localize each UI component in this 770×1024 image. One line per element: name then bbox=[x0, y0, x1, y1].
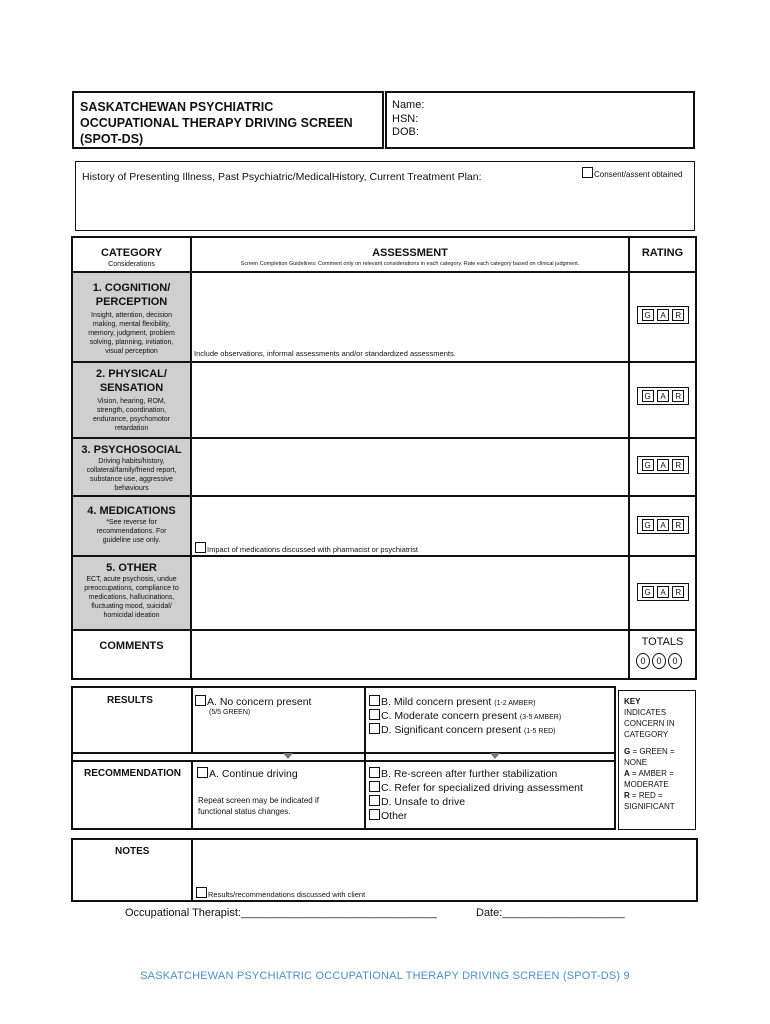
category-other bbox=[71, 555, 192, 631]
key-green-letter: G bbox=[624, 747, 631, 756]
rating-g[interactable]: G bbox=[642, 519, 654, 531]
category-title: 1. COGNITION/ PERCEPTION bbox=[92, 282, 171, 308]
date-field[interactable]: Date:____________________ bbox=[476, 907, 625, 919]
recommendation-other-label: Other bbox=[381, 810, 408, 822]
rating-gar-cognition[interactable] bbox=[637, 306, 689, 324]
category-title: 3. PSYCHOSOCIAL bbox=[81, 444, 182, 456]
rating-g[interactable]: G bbox=[642, 390, 654, 402]
history-label: History of Presenting Illness, Past Psychiatric/MedicalHistory, Current Treatment Plan: bbox=[82, 171, 482, 183]
divider bbox=[71, 760, 616, 762]
result-b-checkbox[interactable] bbox=[369, 695, 380, 706]
rating-a[interactable]: A bbox=[657, 390, 669, 402]
recommendation-c-checkbox[interactable] bbox=[369, 781, 380, 792]
therapist-signature-field[interactable]: Occupational Therapist:________________________________ bbox=[125, 907, 437, 919]
category-desc: Insight, attention, decision making, mental flexibility, memory, judgment, problem solving, planning, initiation, visual perception bbox=[88, 312, 175, 355]
medication-checkbox-box[interactable] bbox=[195, 542, 206, 553]
results-label: RESULTS bbox=[107, 695, 153, 706]
category-desc: Vision, hearing, ROM, strength, coordination, endurance, psychomotor retardation bbox=[92, 398, 171, 432]
rating-r[interactable]: R bbox=[672, 309, 684, 321]
category-title: 5. OTHER bbox=[106, 562, 157, 574]
consent-checkbox-box[interactable] bbox=[582, 167, 593, 178]
divider bbox=[364, 686, 366, 830]
recommendation-option-a[interactable] bbox=[197, 767, 298, 782]
category-desc: *See reverse for recommendations. For guideline use only. bbox=[96, 519, 167, 544]
key-title: KEY bbox=[624, 697, 641, 706]
results-discussed-checkbox-box[interactable] bbox=[196, 887, 207, 898]
result-a-label: A. No concern present bbox=[207, 696, 312, 708]
rating-g[interactable]: G bbox=[642, 586, 654, 598]
result-a-checkbox[interactable] bbox=[195, 695, 206, 706]
key-amber bbox=[624, 768, 695, 790]
category-desc: Driving habits/history, collateral/family/friend report, substance use, aggressive behaviours bbox=[86, 458, 177, 492]
key-red-text: = RED = SIGNIFICANT bbox=[624, 791, 675, 811]
rating-gar-psychosocial[interactable] bbox=[637, 456, 689, 474]
rating-g[interactable]: G bbox=[642, 309, 654, 321]
rating-gar-medications[interactable] bbox=[637, 516, 689, 534]
totals-label: TOTALS bbox=[641, 636, 684, 648]
category-title: 4. MEDICATIONS bbox=[87, 505, 176, 517]
arrow-down-icon bbox=[283, 753, 293, 759]
category-cognition bbox=[71, 271, 192, 363]
comments-field[interactable] bbox=[190, 629, 630, 680]
hsn-label: HSN: bbox=[392, 112, 419, 125]
assessment-other[interactable] bbox=[190, 555, 630, 631]
rating-other bbox=[628, 555, 697, 631]
key-amber-text: = AMBER = MODERATE bbox=[624, 769, 674, 789]
key-red bbox=[624, 790, 695, 812]
category-header-sub: Considerations bbox=[108, 261, 155, 268]
page-footer: SASKATCHEWAN PSYCHIATRIC OCCUPATIONAL THERAPY DRIVING SCREEN (SPOT-DS) 9 bbox=[140, 970, 630, 982]
result-option-d[interactable] bbox=[369, 723, 556, 739]
result-b-label: B. Mild concern present bbox=[381, 696, 492, 708]
name-label: Name: bbox=[392, 99, 425, 111]
recommendation-option-other[interactable] bbox=[369, 809, 407, 824]
assessment-medications[interactable] bbox=[190, 495, 630, 557]
divider bbox=[191, 760, 193, 830]
recommendation-note: Repeat screen may be indicated if functional status changes. bbox=[198, 796, 319, 816]
rating-medications bbox=[628, 495, 697, 557]
category-title: 2. PHYSICAL/ SENSATION bbox=[96, 368, 167, 394]
recommendation-a-label: A. Continue driving bbox=[209, 768, 298, 780]
result-d-sub: (1-5 RED) bbox=[524, 728, 556, 735]
recommendation-option-d[interactable] bbox=[369, 795, 465, 810]
key-line: CONCERN IN bbox=[624, 719, 675, 728]
recommendation-option-b[interactable] bbox=[369, 767, 557, 782]
rating-a[interactable]: A bbox=[657, 519, 669, 531]
divider bbox=[191, 686, 193, 753]
form-title-line-2: OCCUPATIONAL THERAPY DRIVING SCREEN bbox=[80, 116, 353, 130]
rating-r[interactable]: R bbox=[672, 519, 684, 531]
assessment-guidelines: Screen Completion Guidelines: Comment only on relevant considerations in each category. Rate each category based on clinical judgment. bbox=[240, 261, 580, 267]
category-header bbox=[71, 236, 192, 273]
rating-a[interactable]: A bbox=[657, 586, 669, 598]
rating-gar-other[interactable] bbox=[637, 583, 689, 601]
rating-header-label: RATING bbox=[641, 247, 684, 259]
key-line: INDICATES bbox=[624, 708, 667, 717]
assessment-header-label: ASSESSMENT bbox=[372, 247, 448, 259]
rating-a[interactable]: A bbox=[657, 309, 669, 321]
recommendation-option-c[interactable] bbox=[369, 781, 583, 796]
recommendation-d-checkbox[interactable] bbox=[369, 795, 380, 806]
recommendation-label: RECOMMENDATION bbox=[84, 768, 182, 779]
assessment-psychosocial[interactable] bbox=[190, 437, 630, 497]
assessment-header bbox=[190, 236, 630, 273]
key-line: CATEGORY bbox=[624, 730, 669, 739]
category-desc: ECT, acute psychosis, undue preoccupations, compliance to medications, hallucinations, fluctuating mood, suicidal/ homicidal ideation bbox=[84, 576, 179, 619]
totals-cell bbox=[628, 629, 697, 680]
form-title-box bbox=[72, 91, 384, 149]
results-discussed-checkbox[interactable] bbox=[196, 887, 365, 899]
result-option-a[interactable] bbox=[195, 695, 311, 710]
result-c-label: C. Moderate concern present bbox=[381, 710, 517, 722]
form-title-line-3: (SPOT-DS) bbox=[80, 132, 144, 146]
totals-values bbox=[636, 653, 682, 669]
rating-gar-physical[interactable] bbox=[637, 387, 689, 405]
key-green bbox=[624, 746, 695, 768]
comments-label-cell bbox=[71, 629, 192, 680]
notes-label: NOTES bbox=[115, 846, 150, 857]
category-medications bbox=[71, 495, 192, 557]
key-amber-letter: A bbox=[624, 769, 630, 778]
rating-a[interactable]: A bbox=[657, 459, 669, 471]
divider bbox=[71, 752, 616, 754]
result-d-label: D. Significant concern present bbox=[381, 724, 522, 736]
arrow-down-icon bbox=[490, 753, 500, 759]
recommendation-d-label: D. Unsafe to drive bbox=[381, 796, 466, 808]
rating-header bbox=[628, 236, 697, 273]
medication-discussed-checkbox[interactable] bbox=[195, 542, 418, 554]
category-physical bbox=[71, 361, 192, 439]
medication-note: Impact of medications discussed with pharmacist or psychiatrist bbox=[207, 545, 418, 554]
total-red: 0 bbox=[668, 653, 682, 669]
rating-r[interactable]: R bbox=[672, 586, 684, 598]
assessment-physical[interactable] bbox=[190, 361, 630, 439]
history-box[interactable] bbox=[75, 161, 695, 231]
assessment-cognition[interactable] bbox=[190, 271, 630, 363]
rating-r[interactable]: R bbox=[672, 390, 684, 402]
rating-g[interactable]: G bbox=[642, 459, 654, 471]
assessment-note: Include observations, informal assessments and/or standardized assessments. bbox=[194, 349, 456, 358]
key-box bbox=[618, 690, 696, 830]
patient-info-box[interactable] bbox=[385, 91, 695, 149]
recommendation-a-checkbox[interactable] bbox=[197, 767, 208, 778]
rating-physical bbox=[628, 361, 697, 439]
recommendation-b-label: B. Re-screen after further stabilization bbox=[381, 768, 558, 780]
result-c-sub: (3-5 AMBER) bbox=[519, 714, 562, 721]
rating-cognition bbox=[628, 271, 697, 363]
result-a-sub: (5/5 GREEN) bbox=[209, 709, 251, 716]
category-header-label: CATEGORY bbox=[100, 247, 163, 259]
total-amber: 0 bbox=[652, 653, 666, 669]
key-red-letter: R bbox=[624, 791, 630, 800]
dob-label: DOB: bbox=[392, 126, 419, 138]
recommendation-c-label: C. Refer for specialized driving assessment bbox=[381, 782, 583, 794]
recommendation-b-checkbox[interactable] bbox=[369, 767, 380, 778]
form-title-line-1: SASKATCHEWAN PSYCHIATRIC bbox=[80, 100, 274, 114]
consent-checkbox[interactable] bbox=[582, 167, 683, 179]
results-discussed-label: Results/recommendations discussed with client bbox=[208, 890, 366, 899]
result-c-checkbox[interactable] bbox=[369, 709, 380, 720]
key-green-text: = GREEN = NONE bbox=[624, 747, 675, 767]
result-b-sub: (1-2 AMBER) bbox=[494, 700, 536, 707]
total-green: 0 bbox=[636, 653, 650, 669]
result-d-checkbox[interactable] bbox=[369, 723, 380, 734]
category-psychosocial bbox=[71, 437, 192, 497]
rating-psychosocial bbox=[628, 437, 697, 497]
recommendation-other-checkbox[interactable] bbox=[369, 809, 380, 820]
consent-label: Consent/assent obtained bbox=[594, 170, 683, 179]
notes-field[interactable] bbox=[193, 840, 696, 885]
rating-r[interactable]: R bbox=[672, 459, 684, 471]
comments-label: COMMENTS bbox=[99, 640, 164, 652]
